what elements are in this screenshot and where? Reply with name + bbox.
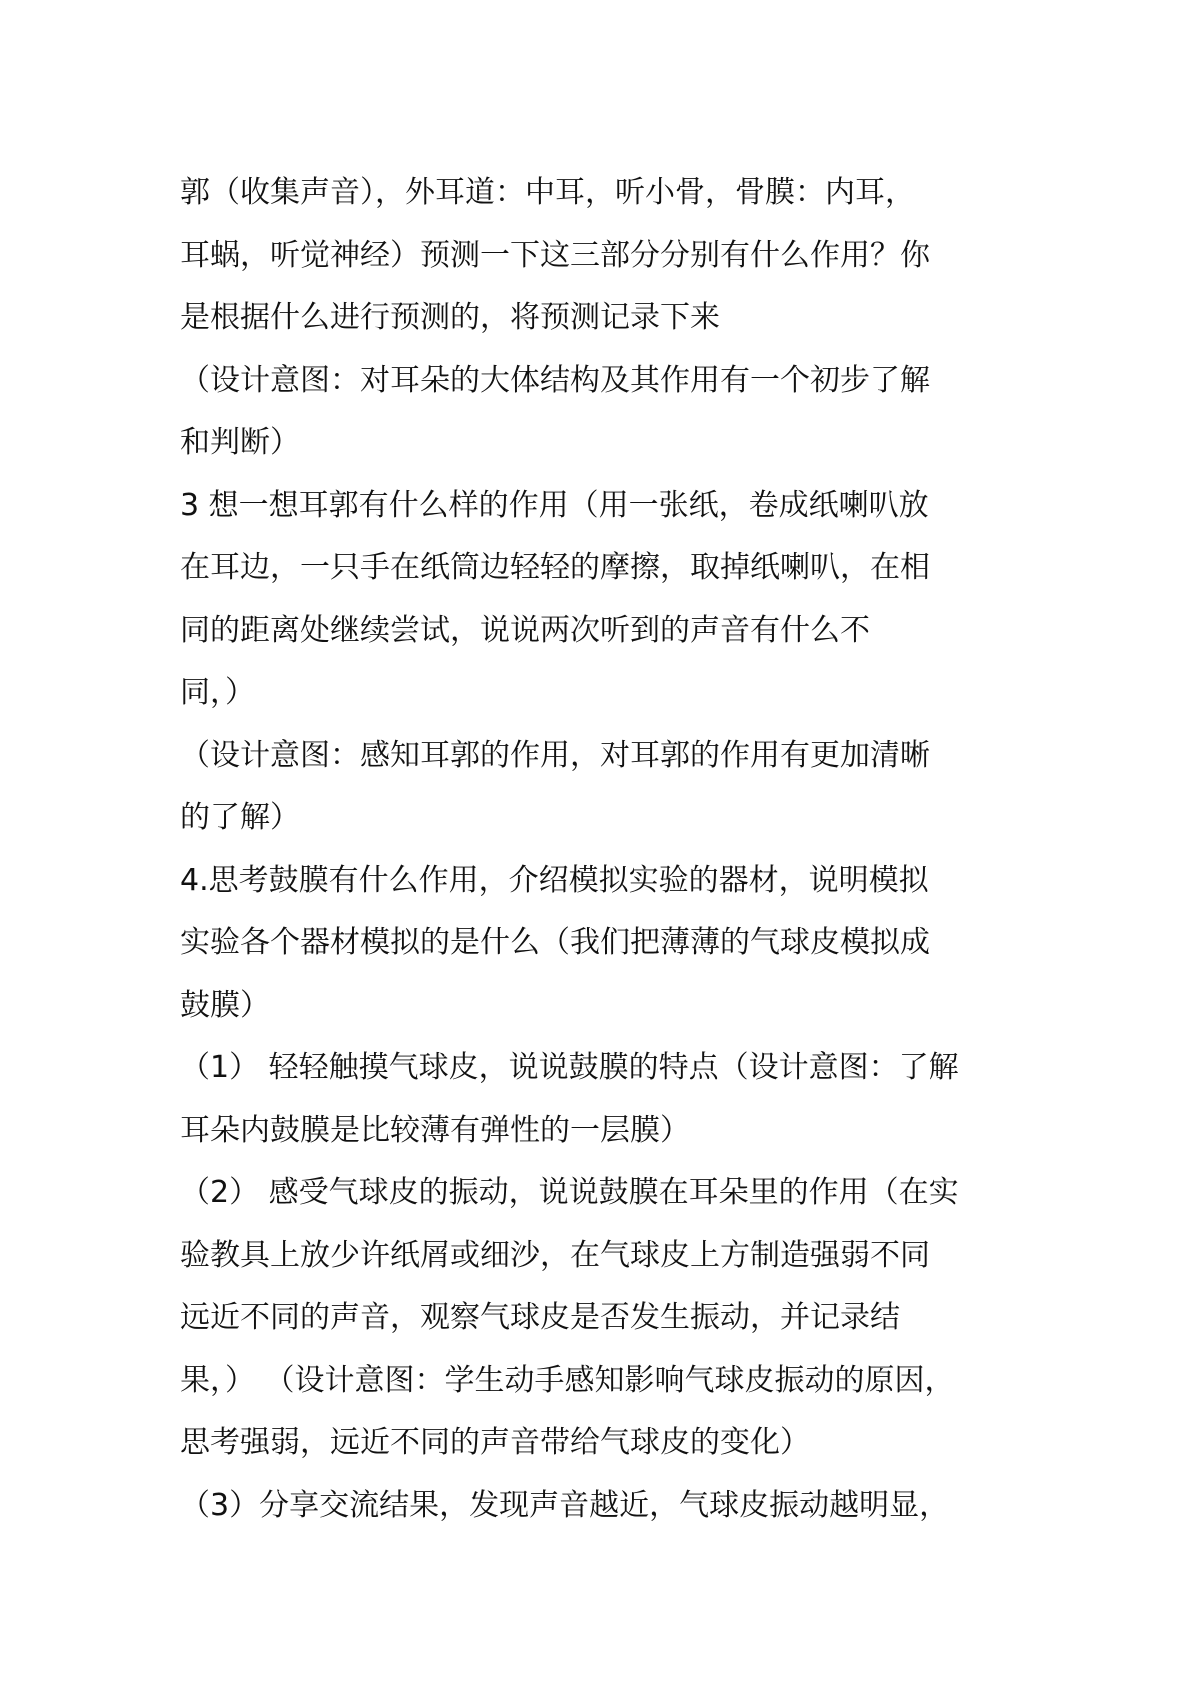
text-line-11: 的了解） [180,800,300,835]
text-line-21: 思考强弱，远近不同的声音带给气球皮的变化） [180,1425,810,1460]
text-line-10: （设计意图：感知耳郭的作用，对耳郭的作用有更加清晰 [180,737,930,773]
text-line-2: 耳蜗，听觉神经）预测一下这三部分分别有什么作用？你 [180,237,930,273]
text-line-16: 耳朵内鼓膜是比较薄有弹性的一层膜） [180,1112,690,1148]
text-line-7: 在耳边，一只手在纸筒边轻轻的摩擦，取掉纸喇叭，在相 [180,550,930,585]
text-line-8: 同的距离处继续尝试，说说两次听到的声音有什么不 [180,612,870,648]
text-line-4: （设计意图：对耳朵的大体结构及其作用有一个初步了解 [180,362,930,398]
text-line-3: 是根据什么进行预测的，将预测记录下来 [180,300,720,335]
text-line-13: 实验各个器材模拟的是什么（我们把薄薄的气球皮模拟成 [180,925,930,960]
text-line-12: 4.思考鼓膜有什么作用，介绍模拟实验的器材，说明模拟 [180,862,929,898]
text-line-9: 同，） [180,675,255,710]
text-line-20: 果，） （设计意图：学生动手感知影响气球皮振动的原因， [180,1362,955,1398]
text-line-22: （3）分享交流结果，发现声音越近，气球皮振动越明显， [180,1487,950,1523]
text-line-1: 郭（收集声音），外耳道：中耳，听小骨，骨膜：内耳， [180,175,915,210]
text-line-14: 鼓膜） [180,987,270,1023]
document-body [180,162,1060,1537]
text-line-6: 3 想一想耳郭有什么样的作用（用一张纸，卷成纸喇叭放 [180,487,929,523]
text-line-15: （1） 轻轻触摸气球皮，说说鼓膜的特点（设计意图：了解 [180,1050,959,1085]
text-line-5: 和判断） [180,425,300,460]
text-line-18: 验教具上放少许纸屑或细沙，在气球皮上方制造强弱不同 [180,1237,930,1273]
text-line-17: （2） 感受气球皮的振动，说说鼓膜在耳朵里的作用（在实 [180,1175,959,1210]
text-line-19: 远近不同的声音，观察气球皮是否发生振动，并记录结 [180,1300,900,1335]
